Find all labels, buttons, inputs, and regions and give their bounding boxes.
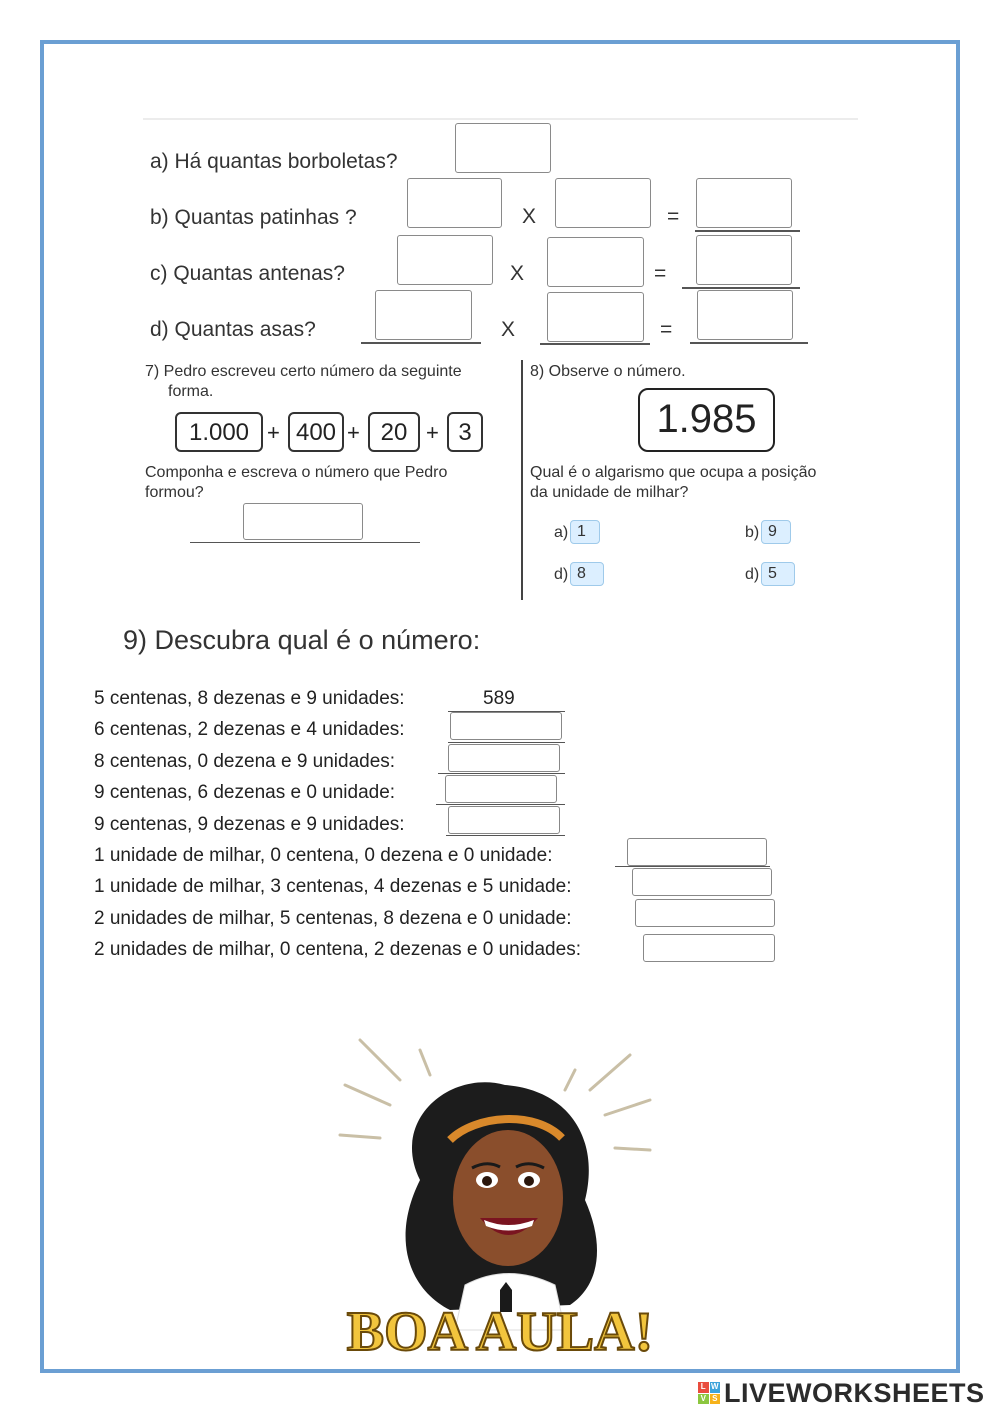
underline (615, 866, 770, 867)
question-a: a) Há quantas borboletas? (150, 150, 398, 173)
q7-prompt: Componha e escreva o número que Pedro (145, 464, 448, 481)
q7-part-thousands: 1.000 (175, 412, 263, 452)
q7-part-units: 3 (447, 412, 483, 452)
option-b-button[interactable]: 9 (761, 520, 791, 544)
q9-row: 6 centenas, 2 dezenas e 4 unidades: (94, 719, 405, 740)
underline (540, 343, 650, 345)
liveworksheets-logo (698, 1377, 985, 1409)
q9-row: 1 unidade de milhar, 0 centena, 0 dezena e 0 unidade: (94, 845, 553, 866)
underline (448, 742, 565, 743)
answer-box-b1[interactable] (407, 178, 502, 228)
q7-title: 7) Pedro escreveu certo número da seguinte (145, 363, 462, 380)
banner-text: BOA AULA! (346, 1301, 654, 1363)
option-c-button[interactable]: 8 (570, 562, 604, 586)
question-b: b) Quantas patinhas ? (150, 206, 357, 229)
q8-question-cont: da unidade de milhar? (530, 484, 689, 501)
q7-answer-box[interactable] (243, 503, 363, 540)
option-label: a) (554, 524, 569, 541)
logo-mark-cell: V (698, 1394, 709, 1405)
question-c: c) Quantas antenas? (150, 262, 345, 285)
q7-part-tens: 20 (368, 412, 420, 452)
answer-box-d3[interactable] (697, 290, 793, 340)
q9-row: 9 centenas, 6 dezenas e 0 unidade: (94, 782, 396, 803)
question-d: d) Quantas asas? (150, 318, 316, 341)
q9-row: 5 centenas, 8 dezenas e 9 unidades: (94, 688, 405, 709)
times-sign: X (522, 205, 537, 228)
option-d-button[interactable]: 5 (761, 562, 795, 586)
column-divider (521, 360, 523, 600)
q9-answer-box[interactable] (627, 838, 767, 866)
q8-title: 8) Observe o número. (530, 363, 686, 380)
answer-box-b2[interactable] (555, 178, 651, 228)
q9-answer-box[interactable] (643, 934, 775, 962)
answer-box-d1[interactable] (375, 290, 472, 340)
q8-question: Qual é o algarismo que ocupa a posição (530, 464, 817, 481)
q9-answer-box[interactable] (635, 899, 775, 927)
plus-sign: + (426, 420, 439, 445)
teacher-avatar-illustration (300, 1030, 700, 1370)
option-a-button[interactable]: 1 (570, 520, 600, 544)
answer-box-d2[interactable] (547, 292, 644, 342)
q7-part-hundreds: 400 (288, 412, 344, 452)
equals-sign: = (654, 262, 667, 285)
q9-row: 1 unidade de milhar, 3 centenas, 4 dezenas e 5 unidade: (94, 876, 572, 897)
q9-answer-box[interactable] (445, 775, 557, 803)
option-label: d) (554, 566, 569, 583)
underline (190, 542, 420, 543)
q9-answer-box[interactable] (448, 806, 560, 834)
underline (438, 773, 565, 774)
underline (361, 342, 481, 344)
equals-sign: = (660, 318, 673, 341)
option-label: b) (745, 524, 760, 541)
q7-prompt-cont: formou? (145, 484, 204, 501)
logo-mark-cell: S (710, 1394, 721, 1405)
logo-mark-cell: W (710, 1382, 719, 1391)
q9-title: 9) Descubra qual é o número: (123, 625, 481, 655)
liveworksheets-mark-icon (698, 1382, 720, 1404)
plus-sign: + (347, 420, 360, 445)
underline (695, 230, 800, 232)
times-sign: X (510, 262, 525, 285)
underline (436, 804, 565, 805)
option-label: d) (745, 566, 760, 583)
answer-box-c1[interactable] (397, 235, 493, 285)
underline (690, 342, 808, 344)
q9-row: 8 centenas, 0 dezena e 9 unidades: (94, 751, 396, 772)
answer-box-c3[interactable] (696, 235, 792, 285)
underline (682, 287, 800, 289)
q7-title-cont: forma. (168, 383, 214, 400)
answer-box-a[interactable] (455, 123, 551, 173)
q9-answer-box[interactable] (632, 868, 772, 896)
plus-sign: + (267, 420, 280, 445)
top-divider (143, 118, 858, 120)
answer-box-b3[interactable] (696, 178, 792, 228)
q9-row: 2 unidades de milhar, 5 centenas, 8 dezena e 0 unidade: (94, 908, 572, 929)
q8-number: 1.985 (638, 388, 775, 452)
face-shape (453, 1130, 563, 1266)
q9-row: 2 unidades de milhar, 0 centena, 2 dezenas e 0 unidades: (94, 939, 581, 960)
times-sign: X (501, 318, 516, 341)
q9-answer-box[interactable] (448, 744, 560, 772)
q9-answer-filled: 589 (483, 688, 515, 709)
underline (446, 835, 565, 836)
answer-box-c2[interactable] (547, 237, 644, 287)
liveworksheets-wordmark: LIVEWORKSHEETS (724, 1377, 985, 1408)
q9-answer-box[interactable] (450, 712, 562, 740)
equals-sign: = (667, 205, 680, 228)
q9-row: 9 centenas, 9 dezenas e 9 unidades: (94, 814, 405, 835)
logo-mark-cell: L (698, 1382, 709, 1393)
